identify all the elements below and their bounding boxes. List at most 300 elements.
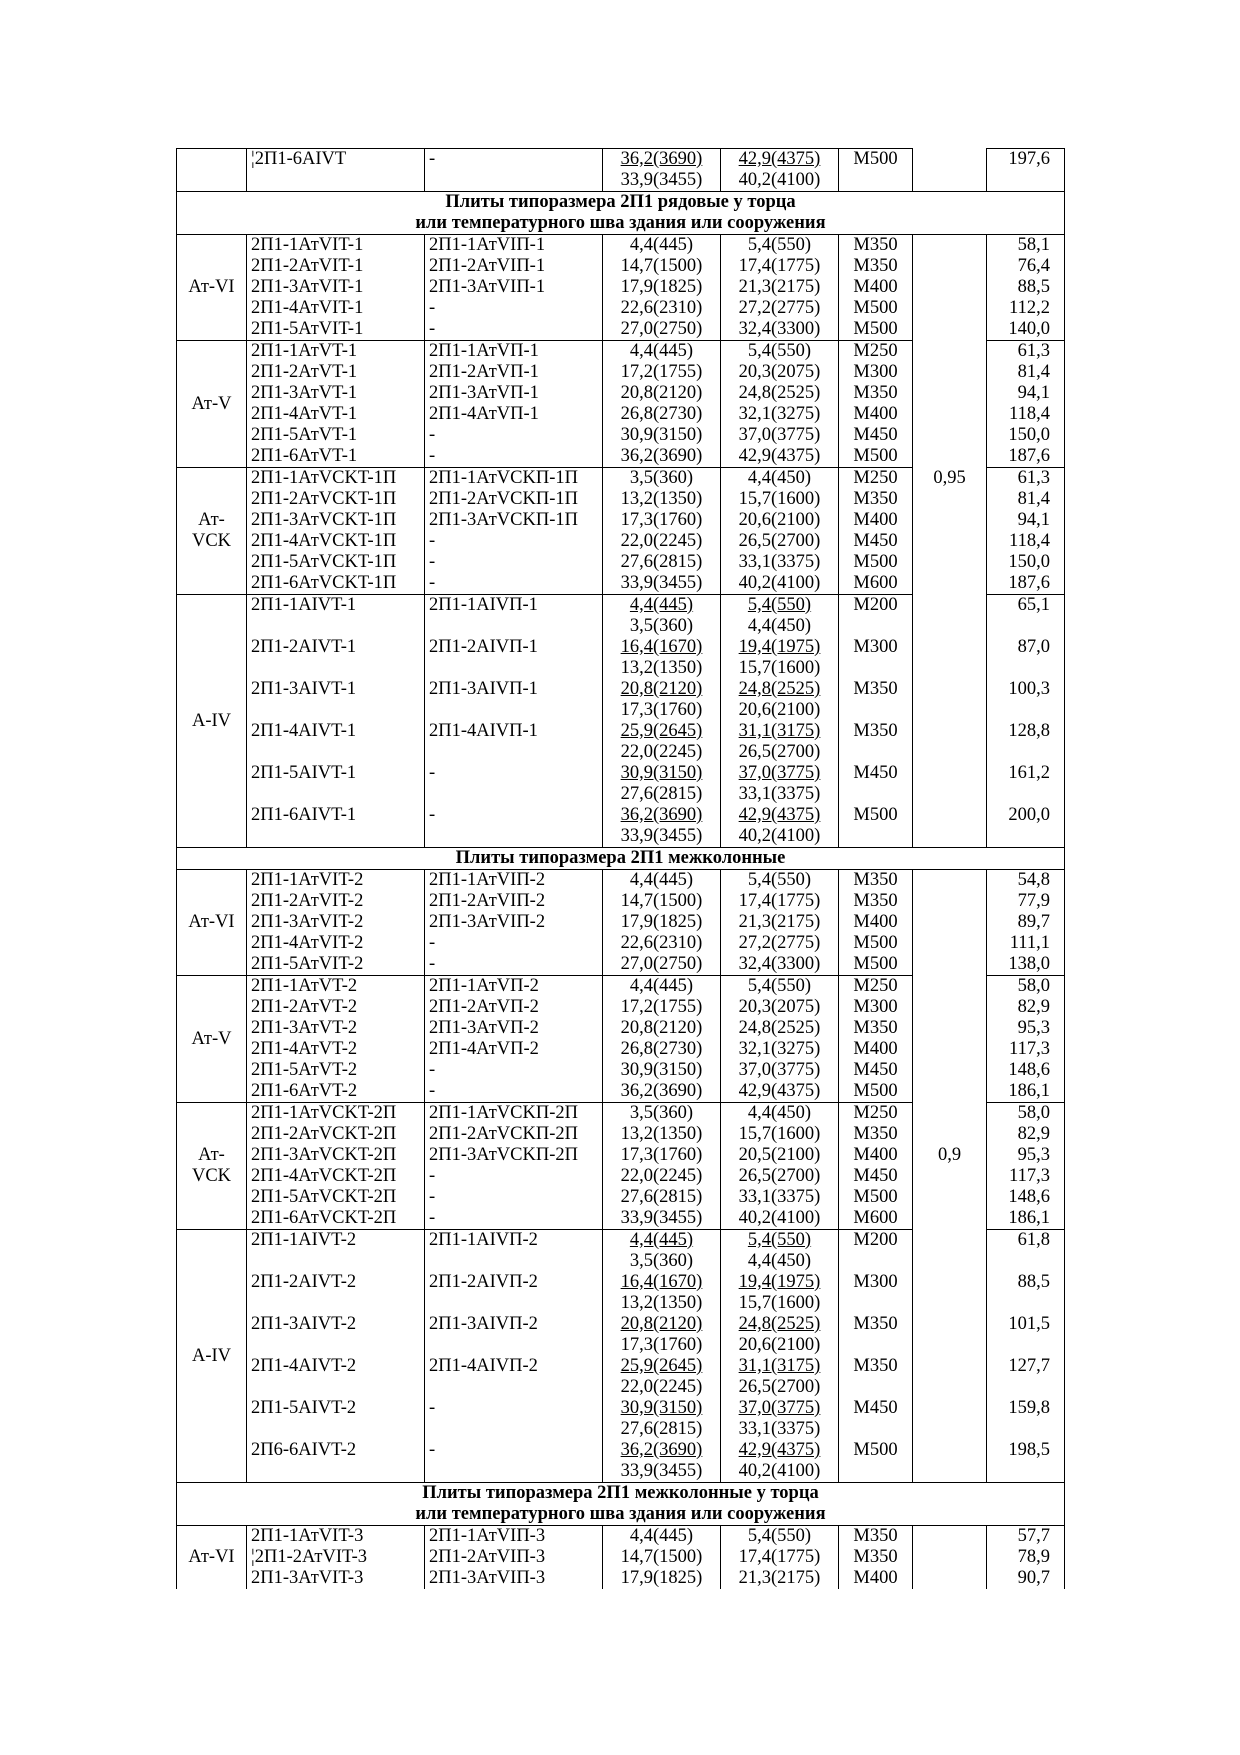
table-row <box>177 679 1065 721</box>
value1-cell <box>603 805 721 848</box>
mass-cell-text: 140,0 <box>1008 319 1050 339</box>
mark-cell-text: 2П1-2АIVT-2 <box>251 1272 357 1292</box>
value1-cell-line: 13,2(1350) <box>620 658 703 678</box>
mass-cell-text: 159,8 <box>1008 1398 1050 1418</box>
concrete-cell-text: М300 <box>853 1272 898 1292</box>
mass-cell <box>987 912 1065 933</box>
mass-cell <box>987 870 1065 892</box>
spacer <box>843 170 908 191</box>
value1-cell: 17,2(1755) <box>603 997 721 1018</box>
value2-cell: 5,4(550) <box>721 235 839 257</box>
class-cell <box>177 870 247 976</box>
table-row <box>177 362 1065 383</box>
concrete-cell <box>839 954 913 976</box>
mass-cell <box>987 805 1065 848</box>
mark-cell-text: 2П1-4АIVT-1 <box>251 721 357 741</box>
mass-cell-text: 100,3 <box>1008 679 1050 699</box>
mark-alt-cell-text: 2П1-1АтVIП-3 <box>429 1526 546 1546</box>
spacer <box>991 616 1050 637</box>
mark-alt-cell <box>425 277 603 298</box>
value1-cell: 13,2(1350) <box>603 1124 721 1145</box>
mass-cell <box>987 1124 1065 1145</box>
concrete-cell <box>839 277 913 298</box>
mark-cell-text: 2П1-4АтVCKT-2П <box>251 1166 397 1186</box>
value1-cell-line: 36,2(3690) <box>620 1440 703 1460</box>
mark-cell-text: 2П1-2АтVIT-1 <box>251 256 364 276</box>
section-heading-row <box>177 848 1065 870</box>
mark-alt-cell-text: 2П1-1АтVП-2 <box>429 976 539 996</box>
k-cell <box>913 1039 987 1060</box>
concrete-cell <box>839 1440 913 1483</box>
mark-cell <box>247 1547 425 1568</box>
value2-cell-line: 24,8(2525) <box>738 1314 821 1334</box>
mark-alt-cell <box>425 1314 603 1356</box>
spacer <box>843 1377 908 1398</box>
mark-cell <box>247 637 425 679</box>
mass-cell <box>987 1039 1065 1060</box>
mass-cell <box>987 595 1065 638</box>
table-row <box>177 1187 1065 1208</box>
mass-cell-text: 111,1 <box>1009 933 1050 953</box>
spacer <box>429 1419 598 1440</box>
concrete-cell-text: М600 <box>853 1208 898 1228</box>
k-cell <box>913 256 987 277</box>
mark-cell <box>247 1039 425 1060</box>
value2-cell-line: 42,9(4375) <box>738 805 821 825</box>
mark-cell <box>247 870 425 892</box>
table-row <box>177 319 1065 341</box>
mass-cell-text: 61,3 <box>1017 341 1050 361</box>
k-cell <box>913 552 987 573</box>
value2-cell: 21,3(2175) <box>721 1568 839 1589</box>
mark-alt-cell-text: - <box>429 805 436 825</box>
value1-cell <box>603 1356 721 1398</box>
table-row <box>177 1166 1065 1187</box>
value1-cell: 14,7(1500) <box>603 1547 721 1568</box>
class-label: Ат- VCK <box>191 510 232 551</box>
mark-alt-cell <box>425 891 603 912</box>
mass-cell-text: 161,2 <box>1008 763 1050 783</box>
specification-table <box>176 148 1065 1589</box>
table-row <box>177 531 1065 552</box>
mark-cell-text: 2П1-5АтVCKT-2П <box>251 1187 397 1207</box>
class-label: А-IV <box>191 1345 232 1366</box>
mark-alt-cell-text: 2П1-3АIVП-1 <box>429 679 538 699</box>
mass-cell <box>987 149 1065 192</box>
spacer <box>251 1335 420 1356</box>
concrete-cell <box>839 1018 913 1039</box>
concrete-cell-text: М250 <box>853 468 898 488</box>
concrete-cell <box>839 552 913 573</box>
mark-cell <box>247 763 425 805</box>
class-cell <box>177 1230 247 1483</box>
table-row <box>177 1440 1065 1483</box>
mark-cell-text: 2П1-5АIVT-2 <box>251 1398 357 1418</box>
concrete-cell-text: М350 <box>853 1356 898 1376</box>
value1-cell <box>603 1272 721 1314</box>
value2-cell: 27,2(2775) <box>721 933 839 954</box>
concrete-cell <box>839 1272 913 1314</box>
mass-cell <box>987 446 1065 468</box>
value2-cell: 37,0(3775) <box>721 425 839 446</box>
mark-cell <box>247 1103 425 1125</box>
mass-cell <box>987 235 1065 257</box>
value1-cell <box>603 149 721 192</box>
spacer <box>843 742 908 763</box>
k-cell <box>913 1440 987 1483</box>
table-row <box>177 149 1065 192</box>
value1-cell: 4,4(445) <box>603 976 721 998</box>
mark-alt-cell <box>425 1018 603 1039</box>
mass-cell <box>987 763 1065 805</box>
table-row <box>177 763 1065 805</box>
mark-alt-cell-text: - <box>429 573 436 593</box>
value2-cell: 32,4(3300) <box>721 319 839 341</box>
concrete-cell <box>839 870 913 892</box>
mass-cell <box>987 997 1065 1018</box>
mark-cell <box>247 954 425 976</box>
value1-cell: 22,6(2310) <box>603 933 721 954</box>
mass-cell-text: 95,3 <box>1017 1018 1050 1038</box>
mass-cell <box>987 1314 1065 1356</box>
k-cell <box>913 1081 987 1103</box>
mark-cell <box>247 1526 425 1548</box>
mass-cell-text: 197,6 <box>1008 149 1050 169</box>
mass-cell <box>987 425 1065 446</box>
mark-alt-cell-text: 2П1-2АтVIП-3 <box>429 1547 546 1567</box>
mark-alt-cell-text: 2П1-2АтVIП-1 <box>429 256 546 276</box>
mark-cell <box>247 679 425 721</box>
concrete-cell <box>839 1568 913 1589</box>
mass-cell-text: 82,9 <box>1017 1124 1050 1144</box>
value1-cell-line: 22,0(2245) <box>620 742 703 762</box>
concrete-cell-text: М350 <box>853 1314 898 1334</box>
table-row <box>177 277 1065 298</box>
value1-cell: 4,4(445) <box>603 870 721 892</box>
k-cell <box>913 1187 987 1208</box>
value1-cell: 27,6(2815) <box>603 552 721 573</box>
mark-alt-cell <box>425 489 603 510</box>
mark-alt-cell <box>425 1145 603 1166</box>
mass-cell-text: 200,0 <box>1008 805 1050 825</box>
spacer <box>843 1251 908 1272</box>
mark-cell-text: 2П1-5АтVT-1 <box>251 425 358 445</box>
mark-alt-cell-text: 2П1-1АтVIП-1 <box>429 235 546 255</box>
concrete-cell-text: М400 <box>853 404 898 424</box>
mark-cell-text: 2П1-3АтVCKT-1П <box>251 510 397 530</box>
concrete-cell <box>839 1039 913 1060</box>
concrete-cell <box>839 1060 913 1081</box>
value2-cell: 4,4(450) <box>721 468 839 490</box>
class-label: Ат-VI <box>188 912 235 932</box>
spacer <box>843 1419 908 1440</box>
concrete-cell <box>839 1103 913 1125</box>
mark-cell-text: 2П1-4АтVIT-2 <box>251 933 364 953</box>
mark-cell-text: 2П1-4АтVT-1 <box>251 404 358 424</box>
spacer <box>251 826 420 847</box>
k-cell <box>913 1314 987 1356</box>
k-cell <box>913 595 987 638</box>
k-cell <box>913 1398 987 1440</box>
concrete-cell-text: М500 <box>853 319 898 339</box>
mark-cell-text: ¦2П1-6АIVT <box>251 149 347 169</box>
mark-cell-text: ¦2П1-2АтVIT-3 <box>251 1547 368 1567</box>
mass-cell <box>987 1103 1065 1125</box>
mass-cell-text: 65,1 <box>1017 595 1050 615</box>
mark-alt-cell <box>425 1124 603 1145</box>
mark-alt-cell <box>425 319 603 341</box>
value1-cell <box>603 637 721 679</box>
mark-cell <box>247 1124 425 1145</box>
spacer <box>991 1251 1050 1272</box>
class-label: Ат-V <box>191 393 232 414</box>
table-row <box>177 1145 1065 1166</box>
section-heading-row <box>177 1483 1065 1526</box>
mass-cell <box>987 531 1065 552</box>
mark-alt-cell <box>425 997 603 1018</box>
mass-cell <box>987 510 1065 531</box>
spacer <box>991 700 1050 721</box>
value1-cell: 4,4(445) <box>603 341 721 363</box>
mark-cell-text: 2П1-3АтVT-2 <box>251 1018 358 1038</box>
mark-cell-text: 2П1-1АтVCKT-2П <box>251 1103 397 1123</box>
concrete-cell-text: М500 <box>853 298 898 318</box>
value1-cell: 26,8(2730) <box>603 404 721 425</box>
mass-cell <box>987 1230 1065 1273</box>
mark-alt-cell-text: - <box>429 446 436 466</box>
value2-cell: 15,7(1600) <box>721 489 839 510</box>
value2-cell <box>721 721 839 763</box>
mark-cell <box>247 1060 425 1081</box>
mark-cell-text: 2П1-2АтVT-2 <box>251 997 358 1017</box>
table-row <box>177 1103 1065 1125</box>
mark-cell <box>247 1568 425 1589</box>
mark-alt-cell <box>425 976 603 998</box>
value2-cell: 24,8(2525) <box>721 1018 839 1039</box>
mark-alt-cell <box>425 1356 603 1398</box>
mass-cell-text: 118,4 <box>1009 404 1050 424</box>
concrete-cell-text: М200 <box>853 1230 898 1250</box>
section-heading-row <box>177 192 1065 235</box>
value2-cell-line: 31,1(3175) <box>738 721 821 741</box>
class-label: Ат-VI <box>188 1547 235 1567</box>
mark-alt-cell-text: 2П1-1АIVП-2 <box>429 1230 538 1250</box>
mark-alt-cell <box>425 1187 603 1208</box>
k-cell <box>913 976 987 998</box>
value2-cell: 5,4(550) <box>721 1526 839 1548</box>
value2-cell <box>721 637 839 679</box>
value1-cell-line: 4,4(445) <box>629 1230 694 1250</box>
mark-alt-cell-text: - <box>429 552 436 572</box>
value2-cell: 21,3(2175) <box>721 912 839 933</box>
mark-alt-cell-text: 2П1-1АIVП-1 <box>429 595 538 615</box>
value2-cell-line: 5,4(550) <box>747 595 812 615</box>
k-cell <box>913 573 987 595</box>
mark-alt-cell <box>425 1060 603 1081</box>
value2-cell: 17,4(1775) <box>721 891 839 912</box>
value2-cell: 24,8(2525) <box>721 383 839 404</box>
value1-cell: 14,7(1500) <box>603 256 721 277</box>
mass-cell <box>987 679 1065 721</box>
table-row <box>177 404 1065 425</box>
class-cell <box>177 595 247 848</box>
value2-cell: 21,3(2175) <box>721 277 839 298</box>
value2-cell-line: 33,1(3375) <box>738 1419 821 1439</box>
mass-cell <box>987 1081 1065 1103</box>
mark-alt-cell-text: 2П1-3АIVП-2 <box>429 1314 538 1334</box>
class-cell <box>177 149 247 192</box>
table-row <box>177 425 1065 446</box>
concrete-cell-text: М350 <box>853 679 898 699</box>
value1-cell-line: 33,9(3455) <box>620 826 703 846</box>
k-cell <box>913 721 987 763</box>
k-cell <box>913 319 987 341</box>
mark-cell <box>247 997 425 1018</box>
mass-cell <box>987 1547 1065 1568</box>
mark-cell-text: 2П1-2АIVT-1 <box>251 637 357 657</box>
table-row <box>177 1018 1065 1039</box>
mark-alt-cell-text: 2П1-2АтVП-1 <box>429 362 539 382</box>
concrete-cell <box>839 912 913 933</box>
concrete-cell <box>839 1208 913 1230</box>
k-cell <box>913 933 987 954</box>
mark-cell-text: 2П1-3АтVIT-3 <box>251 1568 364 1588</box>
spacer <box>429 616 598 637</box>
mass-cell <box>987 573 1065 595</box>
k-cell <box>913 1103 987 1125</box>
k-cell <box>913 997 987 1018</box>
value1-cell: 4,4(445) <box>603 235 721 257</box>
concrete-cell-text: М500 <box>853 552 898 572</box>
class-label: Ат-VI <box>188 277 235 297</box>
mark-alt-cell-text: - <box>429 1187 436 1207</box>
concrete-cell <box>839 1230 913 1273</box>
value2-cell: 33,1(3375) <box>721 1187 839 1208</box>
mark-alt-cell-text: 2П1-2АтVП-2 <box>429 997 539 1017</box>
value1-cell-line: 30,9(3150) <box>620 1398 703 1418</box>
spacer <box>991 742 1050 763</box>
mark-alt-cell <box>425 383 603 404</box>
value1-cell <box>603 1440 721 1483</box>
k-cell <box>913 235 987 257</box>
spacer <box>991 658 1050 679</box>
value2-cell-line: 5,4(550) <box>747 1230 812 1250</box>
mark-alt-cell <box>425 425 603 446</box>
value1-cell-line: 33,9(3455) <box>620 170 703 190</box>
value2-cell: 26,5(2700) <box>721 531 839 552</box>
value2-cell-line: 15,7(1600) <box>738 658 821 678</box>
mass-cell-text: 150,0 <box>1008 425 1050 445</box>
k-cell <box>913 1526 987 1548</box>
mass-cell-text: 128,8 <box>1008 721 1050 741</box>
spacer <box>251 1251 420 1272</box>
mark-cell-text: 2П1-3АтVIT-1 <box>251 277 364 297</box>
mark-cell <box>247 912 425 933</box>
value1-cell: 30,9(3150) <box>603 1060 721 1081</box>
concrete-cell <box>839 149 913 192</box>
spacer <box>251 170 420 191</box>
table-row <box>177 256 1065 277</box>
mark-alt-cell <box>425 362 603 383</box>
mass-cell-text: 94,1 <box>1017 383 1050 403</box>
mark-alt-cell <box>425 1398 603 1440</box>
concrete-cell <box>839 1356 913 1398</box>
value1-cell: 17,9(1825) <box>603 912 721 933</box>
mass-cell <box>987 552 1065 573</box>
mark-alt-cell-text: 2П1-1АтVCKП-2П <box>429 1103 578 1123</box>
mass-cell <box>987 404 1065 425</box>
mark-alt-cell <box>425 446 603 468</box>
concrete-cell <box>839 510 913 531</box>
mark-cell <box>247 1272 425 1314</box>
class-cell <box>177 1103 247 1230</box>
mark-alt-cell <box>425 531 603 552</box>
mass-cell-text: 117,3 <box>1009 1039 1050 1059</box>
mark-alt-cell <box>425 1081 603 1103</box>
table-row <box>177 805 1065 848</box>
concrete-cell <box>839 489 913 510</box>
value1-cell: 20,8(2120) <box>603 1018 721 1039</box>
value2-cell-line: 26,5(2700) <box>738 742 821 762</box>
table-row <box>177 1230 1065 1273</box>
table-row <box>177 510 1065 531</box>
mark-alt-cell <box>425 298 603 319</box>
concrete-cell-text: М350 <box>853 383 898 403</box>
value1-cell-line: 36,2(3690) <box>620 805 703 825</box>
mark-cell <box>247 1208 425 1230</box>
value1-cell: 13,2(1350) <box>603 489 721 510</box>
value2-cell-line: 20,6(2100) <box>738 1335 821 1355</box>
class-label: Ат- VCK <box>191 1145 232 1186</box>
value2-cell: 4,4(450) <box>721 1103 839 1125</box>
value1-cell: 36,2(3690) <box>603 1081 721 1103</box>
k-cell <box>913 1145 987 1166</box>
spacer <box>429 1377 598 1398</box>
mark-alt-cell-text: 2П1-4АIVП-1 <box>429 721 538 741</box>
mark-alt-cell <box>425 341 603 363</box>
mark-cell <box>247 1314 425 1356</box>
concrete-cell <box>839 637 913 679</box>
mark-cell <box>247 976 425 998</box>
value1-cell: 17,9(1825) <box>603 277 721 298</box>
value2-cell: 5,4(550) <box>721 976 839 998</box>
mark-cell-text: 2П1-1АIVT-1 <box>251 595 357 615</box>
mark-cell-text: 2П1-2АтVCKT-1П <box>251 489 397 509</box>
concrete-cell-text: М400 <box>853 277 898 297</box>
value2-cell: 5,4(550) <box>721 870 839 892</box>
concrete-cell <box>839 1398 913 1440</box>
mark-cell-text: 2П1-1АтVIT-2 <box>251 870 364 890</box>
mass-cell-text: 198,5 <box>1008 1440 1050 1460</box>
concrete-cell <box>839 933 913 954</box>
concrete-cell-text: М600 <box>853 573 898 593</box>
k-cell <box>913 1568 987 1589</box>
value1-cell: 3,5(360) <box>603 1103 721 1125</box>
table-row <box>177 1039 1065 1060</box>
value1-cell-line: 17,3(1760) <box>620 1335 703 1355</box>
mark-cell-text: 2П1-6АIVT-1 <box>251 805 357 825</box>
mark-alt-cell <box>425 679 603 721</box>
table-body <box>177 149 1065 1590</box>
value1-cell-line: 3,5(360) <box>629 616 694 636</box>
concrete-cell-text: М350 <box>853 721 898 741</box>
mass-cell <box>987 1187 1065 1208</box>
table-row <box>177 383 1065 404</box>
mark-alt-cell-text: - <box>429 1166 436 1186</box>
table-row <box>177 573 1065 595</box>
concrete-cell <box>839 468 913 490</box>
value1-cell-line: 16,4(1670) <box>620 1272 703 1292</box>
